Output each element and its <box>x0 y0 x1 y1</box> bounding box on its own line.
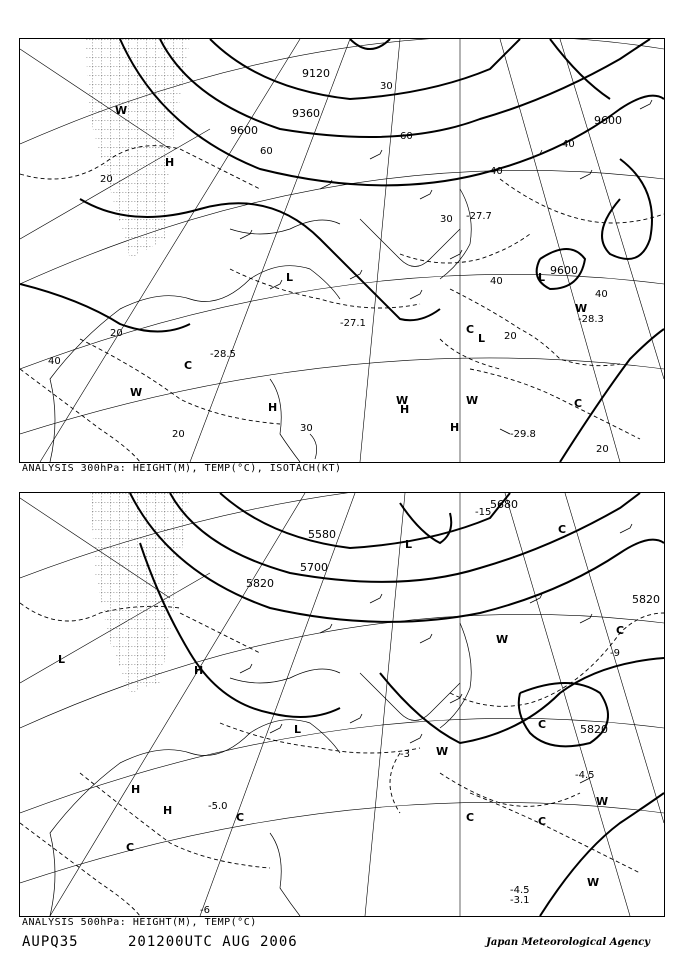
cold-symbol: C <box>538 718 547 731</box>
low-symbol: L <box>478 332 486 345</box>
temp-label: -28.3 <box>578 314 604 325</box>
map-300hpa-svg <box>20 39 664 462</box>
cold-symbol: C <box>466 323 475 336</box>
temp-label: -4.5 <box>510 885 530 896</box>
map-panel-500hpa <box>19 492 665 917</box>
warm-symbol: W <box>396 394 409 407</box>
height-label: 9600 <box>594 114 622 127</box>
low-symbol: L <box>294 723 302 736</box>
warm-symbol: W <box>496 633 509 646</box>
cold-symbol: C <box>558 523 567 536</box>
warm-symbol: W <box>130 386 143 399</box>
isotach-label: 20 <box>110 328 123 339</box>
temp-label: -29.8 <box>510 429 536 440</box>
isotach-label: 20 <box>596 444 609 455</box>
high-symbol: H <box>400 403 410 416</box>
low-symbol: L <box>58 653 66 666</box>
height-label: 5820 <box>246 577 274 590</box>
isotach-label: 20 <box>172 429 185 440</box>
temp-label: -27.1 <box>340 318 366 329</box>
agency-name: Japan Meteorological Agency <box>486 937 650 948</box>
low-symbol: L <box>286 271 294 284</box>
height-label: 5580 <box>308 528 336 541</box>
height-label: 9600 <box>550 264 578 277</box>
height-label: 5820 <box>580 723 608 736</box>
height-label: 9360 <box>292 107 320 120</box>
height-label: 5700 <box>300 561 328 574</box>
coastlines <box>50 189 471 462</box>
height-label: 9120 <box>302 67 330 80</box>
height-label: 5680 <box>490 498 518 511</box>
warm-symbol: W <box>587 876 600 889</box>
temp-label: -4.5 <box>575 770 595 781</box>
caption-300hpa: ANALYSIS 300hPa: HEIGHT(M), TEMP(°C), ISOTACH(KT) <box>22 463 342 474</box>
isotach-label: 60 <box>400 131 413 142</box>
cold-symbol: C <box>466 811 475 824</box>
temp-label: -28.5 <box>210 349 236 360</box>
isotach-label: 20 <box>100 174 113 185</box>
low-symbol: L <box>405 538 413 551</box>
high-symbol: H <box>268 401 278 414</box>
low-symbol: L <box>538 271 546 284</box>
warm-symbol: W <box>115 104 128 117</box>
analysis-time: 201200UTC AUG 2006 <box>128 934 298 950</box>
warm-symbol: W <box>466 394 479 407</box>
cold-symbol: C <box>538 815 547 828</box>
isotach-label: 40 <box>490 166 503 177</box>
high-symbol: H <box>165 156 175 169</box>
cold-symbol: C <box>184 359 193 372</box>
isotach-label: 60 <box>260 146 273 157</box>
temp-label: -9 <box>610 648 620 659</box>
high-symbol: H <box>163 804 173 817</box>
warm-symbol: W <box>596 795 609 808</box>
cold-symbol: C <box>126 841 135 854</box>
map-panel-300hpa <box>19 38 665 463</box>
isotach-label: 40 <box>595 289 608 300</box>
warm-symbol: W <box>436 745 449 758</box>
warm-symbol: W <box>575 302 588 315</box>
temp-label: -5.0 <box>208 801 228 812</box>
high-symbol: H <box>131 783 141 796</box>
height-label: 9600 <box>230 124 258 137</box>
isotach-label: 40 <box>490 276 503 287</box>
temp-label: -3.1 <box>510 895 530 906</box>
isotach-label: 20 <box>504 331 517 342</box>
temp-label: -6 <box>200 905 210 916</box>
coastlines <box>50 623 471 916</box>
cold-symbol: C <box>574 397 583 410</box>
high-symbol: H <box>450 421 460 434</box>
isotach-label: 30 <box>380 81 393 92</box>
height-label: 5820 <box>632 593 660 606</box>
temp-label: -15 <box>475 507 492 518</box>
isotach-label: 40 <box>48 356 61 367</box>
temp-label: -3 <box>400 749 410 760</box>
temp-label: -27.7 <box>466 211 492 222</box>
cold-symbol: C <box>236 811 245 824</box>
isotach-label: 30 <box>300 423 313 434</box>
chart-code: AUPQ35 <box>22 934 79 950</box>
caption-500hpa: ANALYSIS 500hPa: HEIGHT(M), TEMP(°C) <box>22 917 257 928</box>
isotach-label: 40 <box>562 139 575 150</box>
cold-symbol: C <box>616 624 625 637</box>
high-symbol: H <box>194 664 204 677</box>
isotach-label: 30 <box>440 214 453 225</box>
map-500hpa-svg <box>20 493 664 916</box>
